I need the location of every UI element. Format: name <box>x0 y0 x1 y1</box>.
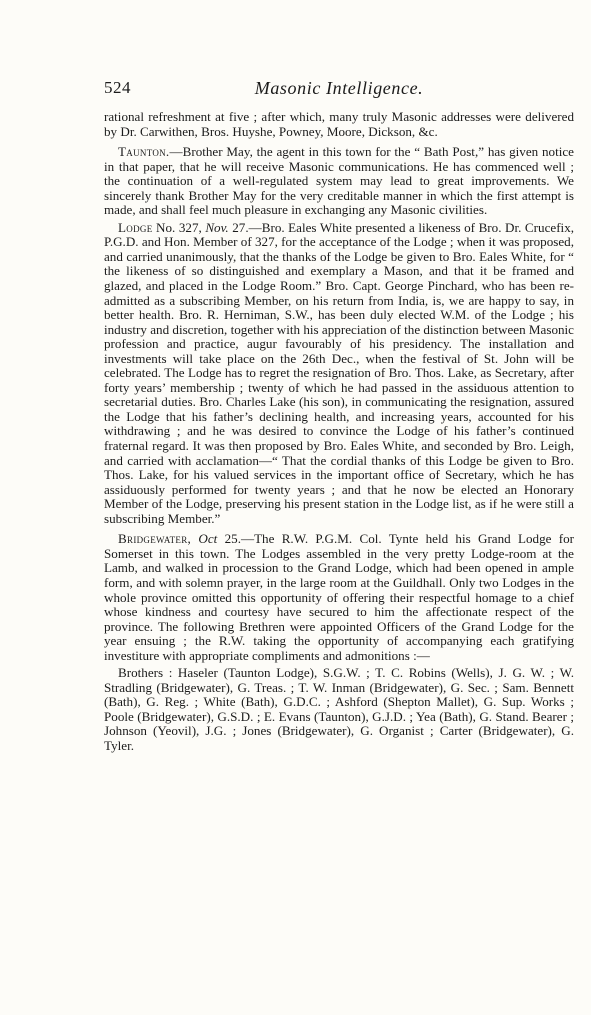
paragraph-bridgewater <box>104 532 574 663</box>
paragraph-date-day: 27. <box>228 219 249 235</box>
paragraph-lead: Taunton. <box>118 144 170 160</box>
paragraph-lead-number: No. 327, <box>152 219 206 235</box>
paragraph-taunton <box>104 145 574 218</box>
running-title: Masonic Intelligence. <box>254 78 424 98</box>
article-body <box>104 110 574 754</box>
running-head <box>104 78 574 100</box>
paragraph-lodge-327 <box>104 221 574 526</box>
paragraph-text: —Bro. Eales White presented a likeness of Bro. Dr. Crucefix, P.G.D. and Hon. Member of 327, for the acceptance of the Lodge ; when it was proposed, and carried unanimously, that the thanks of the Lodge be given to Bro. Eales White, for “ the likeness of so distinguished and exemplary a Mason, and that it be framed and glazed, and placed in the Lodge Room.” Bro. Capt. George Pinchard, who has been re-admitted as a subscribing Member, on his return from India, is, we are happy to say, in better health. Bro. R. Herniman, S.W., has been duly elected W.M. of the Lodge ; his industry and discretion, together with his appreciation of the distinction between Masonic profession and practice, augur favourably of his presidency. The installation and investments will take place on the 26th Dec., when the festival of St. John will be celebrated. The Lodge has to regret the resignation of Bro. Thos. Lake, as Secretary, after forty years’ membership ; twenty of which he had passed in the assiduous attention to secretarial duties. Bro. Charles Lake (his son), in communicating the resignation, assured the Lodge that his father’s declining health, and increasing years, accounted for his withdrawing ; and he was desired to convince the Lodge of his father’s continued fraternal regard. It was then proposed by Bro. Eales White, and seconded by Bro. Leigh, and carried with acclamation—“ That the cordial thanks of this Lodge be given to Bro. Thos. Lake, for his valued services in the important office of Secretary, which he has assiduously performed for twenty years ; and that he now be elected an Honorary Member of the Lodge, preserving his present station in the Lodge list, as if he were still a subscribing Member.” <box>104 219 575 526</box>
page-number: 524 <box>104 78 131 97</box>
paragraph-lead: Bridgewater, <box>118 531 192 547</box>
paragraph-date-month: Oct <box>198 531 218 547</box>
paragraph-date-month: Nov. <box>205 219 229 235</box>
paragraph-continuation <box>104 110 574 139</box>
paragraph-text: —Brother May, the agent in this town for the “ Bath Post,” has given notice in that paper, that he will receive Masonic communications. He has commenced well ; the continuation of a well-regulated system may lead to great improvements. We sincerely thank Brother May for the very creditable manner in which the first attempt is made, and shall feel much pleasure in exchanging any Masonic civilities. <box>104 144 574 218</box>
paragraph-lead: Lodge <box>118 219 153 235</box>
paragraph-text: Brothers : Haseler (Taunton Lodge), S.G.W. ; T. C. Robins (Wells), J. G. W. ; W. Stradling (Bridgewater), G. Treas. ; T. W. Inman (Bridgewater), G. Sec. ; Sam. Bennett (Bath), G. Reg. ; White (Bath), G.D.C. ; Ashford (Shepton Mallet), G. Sup. Works ; Poole (Bridgewater), G.S.D. ; E. Evans (Taunton), G.J.D. ; Yea (Bath), G. Stand. Bearer ; Johnson (Yeovil), J.G. ; Jones (Bridgewater), G. Organist ; Carter (Bridgewater), G. Tyler. <box>104 665 574 753</box>
paragraph-officers-list <box>104 666 574 753</box>
paragraph-text: rational refreshment at five ; after which, many truly Masonic addresses were delivered by Dr. Carwithen, Bros. Huyshe, Powney, Moore, Dickson, &c. <box>104 109 574 139</box>
paragraph-date-day: 25. <box>217 531 241 547</box>
paragraph-text: —The R.W. P.G.M. Col. Tynte held his Grand Lodge for Somerset in this town. The Lodges assembled in the very pretty Lodge-room at the Lamb, and walked in procession to the Grand Lodge, which had been opened in ample form, and with solemn prayer, in the large room at the Guildhall. Only two Lodges in the whole province omitted this opportunity of offering their respectful homage to a chief whose kindness and courtesy have secured to him the affectionate respect of the province. The following Brethren were appointed Officers of the Grand Lodge for the year ensuing ; the R.W. taking the opportunity of accompanying each gratifying investiture with appropriate compliments and admonitions :— <box>104 531 574 663</box>
